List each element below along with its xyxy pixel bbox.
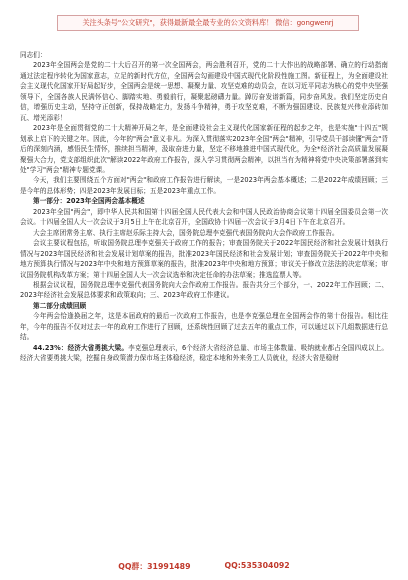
paragraph: 2023年全国"两会"，即中华人民共和国第十四届全国人民代表大会和中国人民政治协商会议第十四届全国委员会第一次会议。十四届全国人大一次会议于3月5日上午在北京召开，全国政协十四届一次会议于3月4日下午在北京召开。 <box>20 207 388 227</box>
section-heading: 第一部分：2023年全国两会基本概述 <box>33 197 145 206</box>
top-banner-text: 关注头条号"公文研究"，获得最新最全最专业的公文资料库！ 微信：gongwenrj <box>82 18 334 27</box>
paragraph-body: 李克强总理表示，6个经济大省经济总量、市场主体数量、吸纳就业都占全国四成以上。经济大省要勇挑大梁，挖掘自身政策潜力保市场主体稳经济，稳定本地和外来务工人员就业，经济大省是稳财 <box>20 343 388 363</box>
greeting: 同志们： <box>20 51 47 59</box>
top-banner <box>57 15 359 31</box>
paragraph: 大会主席团常务主席、执行主席赵乐际主持大会，国务院总理李克强代表国务院向大会作政府工作报告。 <box>33 228 339 237</box>
paragraph: 今年两会恰逢换届之年，这是本届政府的最后一次政府工作报告，也是李克强总理在全国两会作的第十份报告。相比往年，今年的报告不仅对过去一年的政府工作进行了回顾，还系统性回顾了过去五年的重点工作，可以通过以下几组数据进行总结。 <box>20 312 388 342</box>
footer-qq: QQ:535304092 <box>224 561 290 570</box>
bold-lead: 44.23%：经济大省勇挑大梁。 <box>33 343 129 352</box>
footer <box>0 561 408 573</box>
section-heading: 第二部分成绩回顾 <box>33 301 87 310</box>
paragraph: 2023年是全面贯彻党的二十大精神开局之年，是全面建设社会主义现代化国家新征程的起步之年，也是实施"十四五"规划承上启下的关键之年。因此，今年的"两会"意义非凡。为深入贯彻落实2023年全国"两会"精神，引导党员干部读懂"两会"背后的深刻内涵，感悟民生情怀，推续担当精神，汲取奋进力量，坚定不移地推进中国式现代化，为全*经济社会高质量发展凝聚强大合力，党支部组织此次"解读2022年政府工作报告，深入学习贯彻两会精神，以担当有为精神将党中央决策部署落到实处"学习"两会"精神专题党课。 <box>20 124 388 174</box>
footer-qq-group: QQ群：31991489 <box>118 562 191 571</box>
paragraph: 会议主要议程包括，听取国务院总理李克强关于政府工作的报告；审查国务院关于2022年国民经济和社会发展计划执行情况与2023年国民经济和社会发展计划草案的报告，批准2023年国民经济和社会发展计划；审查国务院关于2022年中央和地方预算执行情况与2023年中央和地方预算草案的报告，批准2023年中央和地方预算；审议关于修改立法法的决定草案；审议国务院机构改革方案；第十四届全国人大一次会议选举和决定任命的办法草案；推选监票人等。 <box>20 239 388 279</box>
paragraph: 今天，我们主要围绕五个方面对"两会"和政府工作报告进行解读，一是2023年两会基本概述；二是2022年成绩回顾；三是今年的总体形势；四是2023年发展目标；五是2023年重点工作。 <box>20 176 388 195</box>
paragraph: 根据会议议程，国务院总理李克强代表国务院向大会作政府工作报告。报告共分三个部分，一、2022年工作回顾；二、2023年经济社会发展总体要求和政策取向；三、2023年政府工作建议。 <box>20 280 388 300</box>
paragraph: 2023年全国两会是党的二十大后召开的第一次全国两会，两会胜利召开，党的二十大作出的战略部署、确立的行动指南通过法定程序转化为国家意志，立足的新时代方位，全国两会勾画建设中国式现代化阶段性施工图。新征程上，为全面建设社会主义现代化国家开好局起好步，全国两会是统一思想、凝聚力量、攻坚克难的动员会，在以习近平同志为核心的党中央坚强领导下，全国各族人民满怀信心、脚踏实地、勇毅前行，凝聚起磅礴力量。踔厉奋发谱新篇，同步奋风发。我们坚定历史自信，增强历史主动，坚持守正创新，保持战略定力，发扬斗争精神，勇于攻坚克难，不断为强国建设、民族复兴伟业添砖加瓦、增光添彩！ <box>20 61 388 122</box>
paragraph <box>20 343 388 364</box>
document-body <box>20 50 388 364</box>
